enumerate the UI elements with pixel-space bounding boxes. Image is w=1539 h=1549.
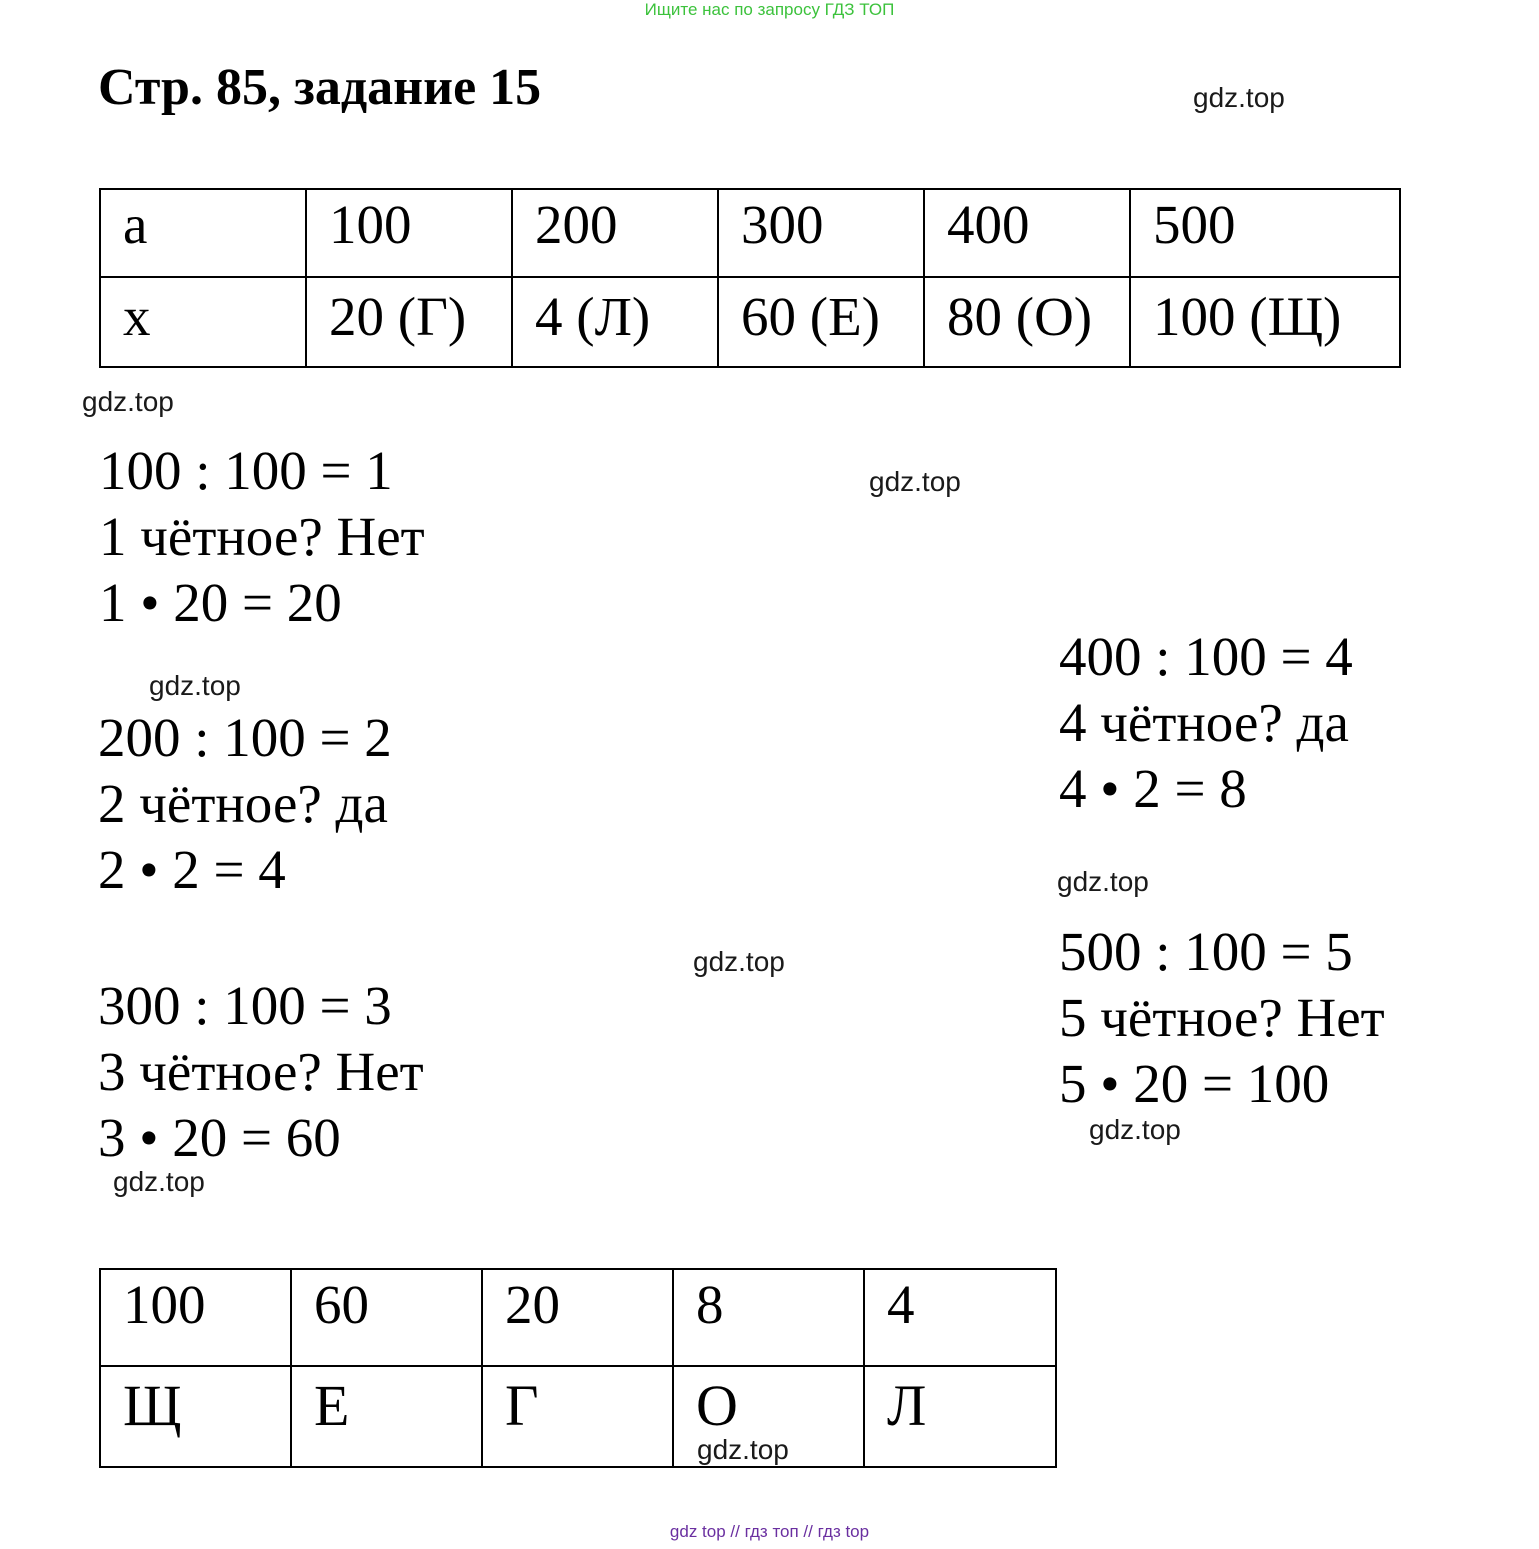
watermark: gdz.top (113, 1166, 205, 1197)
parity-line: 1 чётное? Нет (99, 506, 425, 567)
division-line: 400 : 100 = 4 (1059, 626, 1353, 687)
parity-line: 3 чётное? Нет (98, 1041, 424, 1102)
watermark: gdz.top (1193, 82, 1285, 113)
product-line: 1 • 20 = 20 (99, 572, 342, 633)
values-table (99, 188, 1401, 368)
table-row (100, 1269, 1056, 1366)
table-cell: 4 (Л) (512, 277, 718, 367)
table-cell: О (673, 1366, 864, 1467)
solution-block-2 (98, 705, 392, 903)
watermark: gdz.top (149, 670, 241, 701)
product-line: 2 • 2 = 4 (98, 839, 286, 900)
division-line: 300 : 100 = 3 (98, 975, 392, 1036)
table-row (100, 277, 1400, 367)
top-note: Ищите нас по запросу ГДЗ ТОП (644, 0, 895, 19)
answer-table (99, 1268, 1057, 1468)
table-cell: 500 (1130, 189, 1400, 277)
table-cell: x (100, 277, 306, 367)
table-cell: 400 (924, 189, 1130, 277)
table-cell: 20 (Г) (306, 277, 512, 367)
table-cell: 200 (512, 189, 718, 277)
table-cell: Г (482, 1366, 673, 1467)
table-cell: 20 (482, 1269, 673, 1366)
table-row (100, 189, 1400, 277)
table-cell: Е (291, 1366, 482, 1467)
parity-line: 4 чётное? да (1059, 692, 1349, 753)
solution-block-5 (1059, 919, 1385, 1117)
watermark: gdz.top (1089, 1114, 1181, 1145)
product-line: 5 • 20 = 100 (1059, 1053, 1330, 1114)
solution-block-3 (98, 973, 424, 1171)
division-line: 200 : 100 = 2 (98, 707, 392, 768)
table-cell: 4 (864, 1269, 1056, 1366)
footer: gdz top // гдз топ // гдз top (669, 1522, 870, 1541)
table-row (100, 1366, 1056, 1467)
parity-line: 5 чётное? Нет (1059, 987, 1385, 1048)
solution-block-4 (1059, 624, 1353, 822)
watermark: gdz.top (693, 946, 785, 977)
table-cell: 100 (Щ) (1130, 277, 1400, 367)
table-cell: 80 (О) (924, 277, 1130, 367)
watermark: gdz.top (82, 386, 174, 417)
product-line: 3 • 20 = 60 (98, 1107, 341, 1168)
solution-block-1 (99, 438, 425, 636)
watermark: gdz.top (697, 1434, 789, 1465)
table-cell: 100 (306, 189, 512, 277)
table-cell: 100 (100, 1269, 291, 1366)
watermark: gdz.top (869, 466, 961, 497)
table-cell: Л (864, 1366, 1056, 1467)
table-cell: 8 (673, 1269, 864, 1366)
table-cell: 60 (Е) (718, 277, 924, 367)
page-title: Стр. 85, задание 15 (98, 59, 542, 116)
division-line: 100 : 100 = 1 (99, 440, 393, 501)
table-cell: a (100, 189, 306, 277)
table-cell: Щ (100, 1366, 291, 1467)
table-cell: 60 (291, 1269, 482, 1366)
parity-line: 2 чётное? да (98, 773, 388, 834)
product-line: 4 • 2 = 8 (1059, 758, 1247, 819)
table-cell: 300 (718, 189, 924, 277)
division-line: 500 : 100 = 5 (1059, 921, 1353, 982)
watermark: gdz.top (1057, 866, 1149, 897)
